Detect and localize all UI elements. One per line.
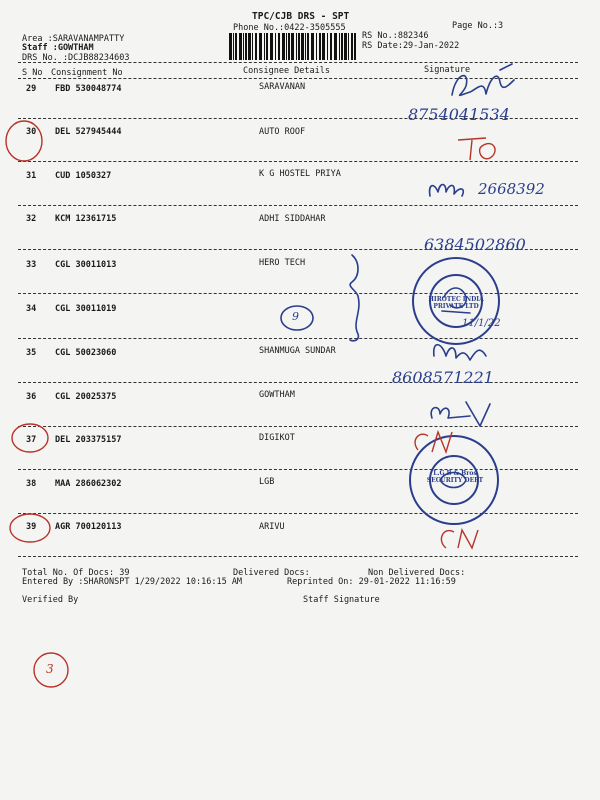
row-sno: 38 (26, 479, 37, 489)
entered-by: Entered By :SHARONSPT 1/29/2022 10:16:15 AM (22, 577, 243, 587)
table-row (0, 522, 600, 532)
row-divider (18, 513, 578, 514)
row-sno: 39 (26, 522, 37, 532)
row-divider (18, 469, 578, 470)
row-divider (18, 338, 578, 339)
row-consignee: GOWTHAM (259, 390, 295, 400)
row-consignment: MAA 286062302 (55, 479, 122, 489)
row-sno: 32 (26, 214, 37, 224)
row-consignee: AUTO ROOF (259, 127, 306, 137)
row-consignee: K G HOSTEL PRIYA (259, 169, 341, 179)
rs-number: RS No.:882346 (362, 31, 429, 41)
page-number: Page No.:3 (452, 21, 504, 31)
table-row (0, 348, 600, 358)
signature-mark (431, 402, 490, 426)
table-row (0, 435, 600, 445)
row-sno: 36 (26, 392, 37, 402)
handwritten-phone: 6384502860 (424, 235, 526, 254)
table-row (0, 127, 600, 137)
row-sno: 30 (26, 127, 37, 137)
table-row (0, 392, 600, 402)
staff-signature: Staff Signature (303, 595, 380, 605)
phone-number: Phone No.:0422-3505555 (233, 23, 346, 33)
handwritten-phone: 8608571221 (392, 368, 494, 387)
row-consignee: DIGIKOT (259, 433, 295, 443)
row-sno: 35 (26, 348, 37, 358)
row-consignment: CGL 30011013 (55, 260, 117, 270)
row-divider (18, 426, 578, 427)
handwritten-date: 11/1/22 (462, 318, 501, 329)
row-consignment: FBD 530048774 (55, 84, 122, 94)
signature-mark (430, 185, 464, 197)
row-sno: 31 (26, 171, 37, 181)
row-divider (18, 205, 578, 206)
col-signature: Signature (424, 65, 471, 75)
row-consignment: AGR 700120113 (55, 522, 122, 532)
col-sno: S No (22, 68, 43, 78)
area-label: Area :SARAVANAMPATTY (22, 34, 125, 44)
row-divider (18, 382, 578, 383)
row-divider (18, 293, 578, 294)
row-consignment: CGL 50023060 (55, 348, 117, 358)
row-consignee: SHANMUGA SUNDAR (259, 346, 336, 356)
table-row (0, 214, 600, 224)
total-docs: Total No. Of Docs: 39 (22, 568, 130, 578)
row-consignment: DEL 203375157 (55, 435, 122, 445)
table-row (0, 260, 600, 270)
row-consignment: DEL 527945444 (55, 127, 122, 137)
row-consignee: SARAVANAN (259, 82, 306, 92)
row-consignee: HERO TECH (259, 258, 306, 268)
row-sno: 33 (26, 260, 37, 270)
drs-number: DRS No. :DCJB88234603 (22, 53, 130, 63)
row-consignee: LGB (259, 477, 275, 487)
col-consignee: Consignee Details (243, 66, 330, 76)
circled-number: 3 (46, 662, 54, 676)
document-title: TPC/CJB DRS - SPT (252, 11, 350, 22)
staff-label: Staff :GOWTHAM (22, 43, 94, 53)
row-consignment: CGL 20025375 (55, 392, 117, 402)
col-consignment: Consignment No (51, 68, 123, 78)
row-consignee: ARIVU (259, 522, 285, 532)
company-stamp-text: HIROTEC INDIA PRIVATE LTD (428, 296, 484, 310)
row-divider (18, 161, 578, 162)
handwritten-number: 2668392 (478, 180, 545, 198)
security-stamp-text: L.G.B & Bros SECURITY DEPT (426, 470, 484, 484)
table-row (0, 479, 600, 489)
non-delivered-docs: Non Delivered Docs: (368, 568, 466, 578)
row-sno: 34 (26, 304, 37, 314)
reprinted-on: Reprinted On: 29-01-2022 11:16:59 (287, 577, 456, 587)
header-divider (18, 62, 578, 63)
circled-number: 9 (292, 310, 299, 323)
row-consignment: CGL 30011019 (55, 304, 117, 314)
row-sno: 37 (26, 435, 37, 445)
barcode (229, 33, 356, 60)
rs-date: RS Date:29-Jan-2022 (362, 41, 460, 51)
table-row (0, 84, 600, 94)
column-divider (18, 78, 578, 79)
row-sno: 29 (26, 84, 37, 94)
delivered-docs: Delivered Docs: (233, 568, 310, 578)
row-consignment: KCM 12361715 (55, 214, 117, 224)
verified-by: Verified By (22, 595, 79, 605)
row-consignment: CUD 1050327 (55, 171, 112, 181)
row-consignee: ADHI SIDDAHAR (259, 214, 326, 224)
handwritten-phone: 8754041534 (408, 105, 510, 124)
row-divider (18, 556, 578, 557)
table-row (0, 304, 600, 314)
